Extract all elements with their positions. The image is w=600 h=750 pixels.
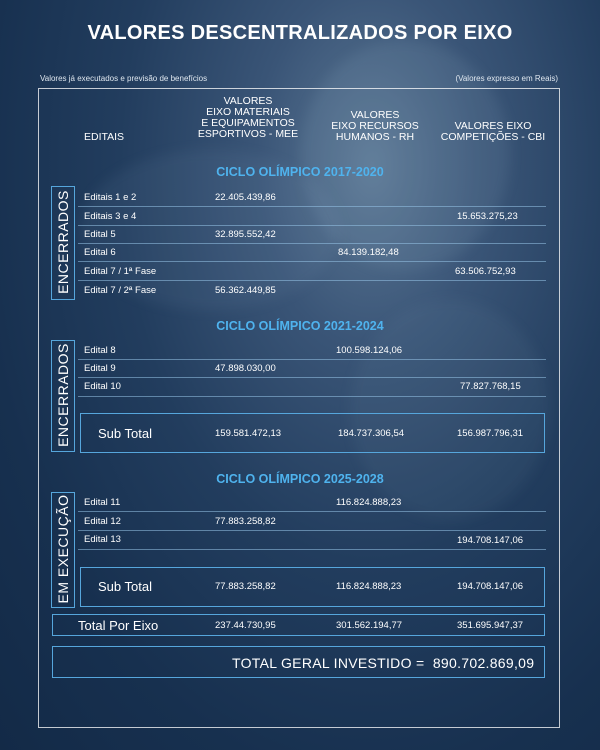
row-divider [78, 243, 546, 244]
status-box [51, 340, 75, 452]
subtotal-label: Sub Total [98, 579, 152, 594]
row-edital: Editais 3 e 4 [84, 211, 137, 222]
row-divider [78, 549, 546, 550]
value-cbi: 15.653.275,23 [457, 211, 518, 222]
row-edital: Edital 10 [84, 381, 121, 392]
total-por-eixo-label: Total Por Eixo [78, 618, 159, 633]
value-cbi: 63.506.752,93 [455, 266, 516, 277]
status-label: EM EXECUÇÃO [55, 494, 71, 604]
value-mee: 56.362.449,85 [215, 285, 276, 296]
status-box [51, 492, 75, 608]
row-divider [78, 280, 546, 281]
row-divider [78, 206, 546, 207]
note-left: Valores já executados e previsão de benefícios [40, 74, 208, 83]
row-edital: Edital 9 [84, 363, 116, 374]
value-mee: 77.883.258,82 [215, 516, 276, 527]
row-divider [78, 225, 546, 226]
page-title: VALORES DESCENTRALIZADOS POR EIXO [87, 22, 513, 44]
row-edital: Edital 6 [84, 247, 116, 258]
header-cbi: VALORES EIXO COMPETIÇÕES - CBI [440, 120, 546, 143]
value-cbi: 194.708.147,06 [457, 535, 524, 546]
subtotal-cbi: 156.987.796,31 [457, 428, 524, 439]
status-box [51, 186, 75, 300]
value-rh: 116.824.888,23 [336, 497, 402, 508]
status-label: ENCERRADOS [55, 190, 71, 294]
total-geral-label: TOTAL GERAL INVESTIDO = 890.702.869,09 [232, 655, 535, 671]
cycle-title-2025-2028: CICLO OLÍMPICO 2025-2028 [216, 472, 384, 486]
total-rh: 301.562.194,77 [336, 620, 403, 631]
subtotal-rh: 116.824.888,23 [336, 581, 402, 592]
row-divider [78, 261, 546, 262]
note-right: (Valores expresso em Reais) [455, 74, 558, 83]
subtotal-rh: 184.737.306,54 [338, 428, 405, 439]
row-edital: Edital 11 [84, 497, 121, 508]
row-edital: Edital 8 [84, 345, 116, 356]
row-edital: Edital 5 [84, 229, 116, 240]
header-rh: VALORES EIXO RECURSOS HUMANOS - RH [331, 109, 419, 143]
subtotal-mee: 159.581.472,13 [215, 428, 282, 439]
value-mee: 22.405.439,86 [215, 192, 276, 203]
value-rh: 84.139.182,48 [338, 247, 399, 258]
row-divider [78, 377, 546, 378]
total-mee: 237.44.730,95 [215, 620, 276, 631]
cycle-title-2017-2020: CICLO OLÍMPICO 2017-2020 [216, 165, 384, 179]
value-cbi: 77.827.768,15 [460, 381, 521, 392]
row-divider [78, 359, 546, 360]
subtotal-cbi: 194.708.147,06 [457, 581, 524, 592]
value-mee: 32.895.552,42 [215, 229, 276, 240]
subtotal-label: Sub Total [98, 426, 152, 441]
value-mee: 47.898.030,00 [215, 363, 276, 374]
row-edital: Edital 13 [84, 534, 121, 545]
row-edital: Edital 7 / 1ª Fase [84, 266, 157, 277]
row-edital: Editais 1 e 2 [84, 192, 137, 203]
row-divider [78, 530, 546, 531]
cycle-title-2021-2024: CICLO OLÍMPICO 2021-2024 [216, 319, 384, 333]
row-edital: Edital 7 / 2ª Fase [84, 285, 157, 296]
row-divider [78, 511, 546, 512]
status-label: ENCERRADOS [55, 343, 71, 447]
value-rh: 100.598.124,06 [336, 345, 403, 356]
row-divider [78, 396, 546, 397]
header-mee: VALORES EIXO MATERIAIS E EQUIPAMENTOS ESPORTIVOS - MEE [197, 95, 299, 140]
subtotal-mee: 77.883.258,82 [215, 581, 276, 592]
row-edital: Edital 12 [84, 516, 121, 527]
header-editais: EDITAIS [84, 131, 125, 143]
total-cbi: 351.695.947,37 [457, 620, 524, 631]
